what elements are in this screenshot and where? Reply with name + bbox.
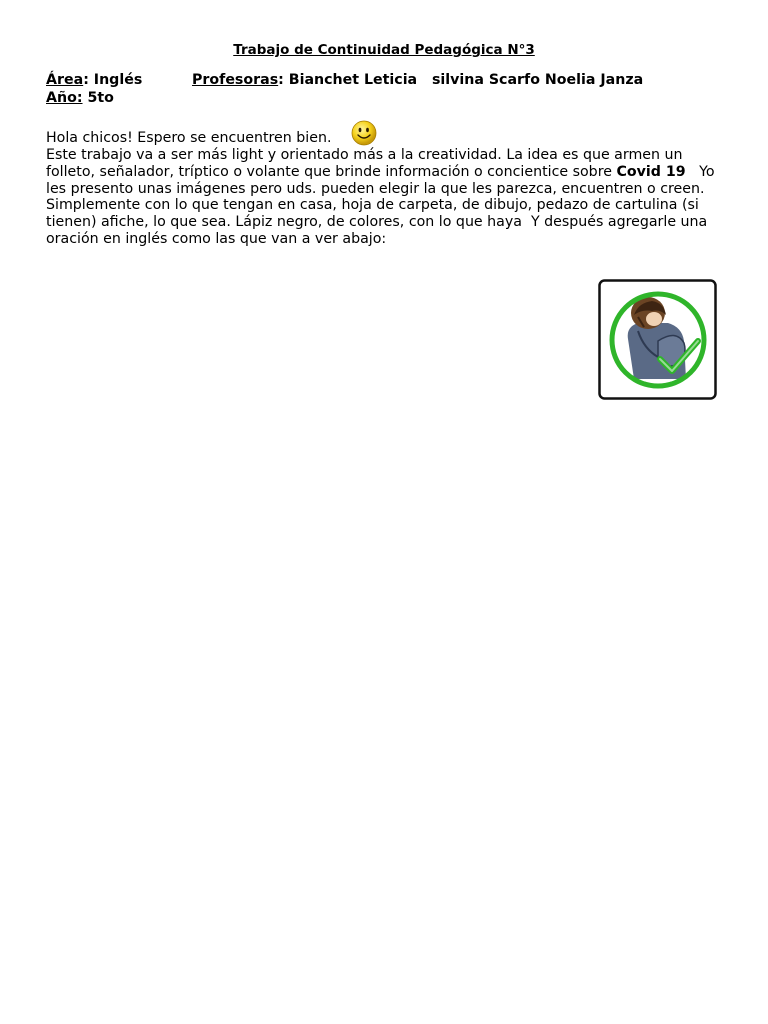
- smiley-face-icon: [350, 120, 378, 146]
- area-label: Área: [46, 72, 84, 88]
- paragraph-part-1: Este trabajo va a ser más light y orientado más a la creatividad. La idea es que armen un folleto, señalador, tríptico o volante que brinde información o concientice sobre: [46, 147, 683, 180]
- year-label: Año:: [46, 90, 83, 106]
- instructions-paragraph: [46, 147, 726, 248]
- year-value: 5to: [82, 90, 114, 106]
- paragraph-bold-covid: Covid 19: [616, 163, 686, 180]
- paragraph-part-2: Yo les presento unas imágenes pero uds. pueden elegir la que les parezca, encuentren o creen. Simplemente con lo que tengan en casa, hoja de carpeta, de dibujo, pedazo de cartulina (si tienen) afiche, lo que sea. Lápiz negro, de colores, con lo que haya Y después agregarle una oración en inglés como las que van a ver abajo:: [46, 163, 720, 247]
- teachers-line: [192, 72, 643, 88]
- area-value: : Inglés: [83, 72, 143, 88]
- document-title: [0, 42, 768, 58]
- cough-into-elbow-check-icon: [598, 279, 717, 400]
- greeting-text: Hola chicos! Espero se encuentren bien.: [46, 130, 332, 146]
- document-title-text: Trabajo de Continuidad Pedagógica N°3: [233, 42, 535, 58]
- teachers-label: Profesoras: [192, 72, 279, 88]
- year-line: [46, 90, 114, 106]
- area-line: [46, 72, 142, 88]
- teachers-value: : Bianchet Leticia silvina Scarfo Noelia Janza: [278, 72, 644, 88]
